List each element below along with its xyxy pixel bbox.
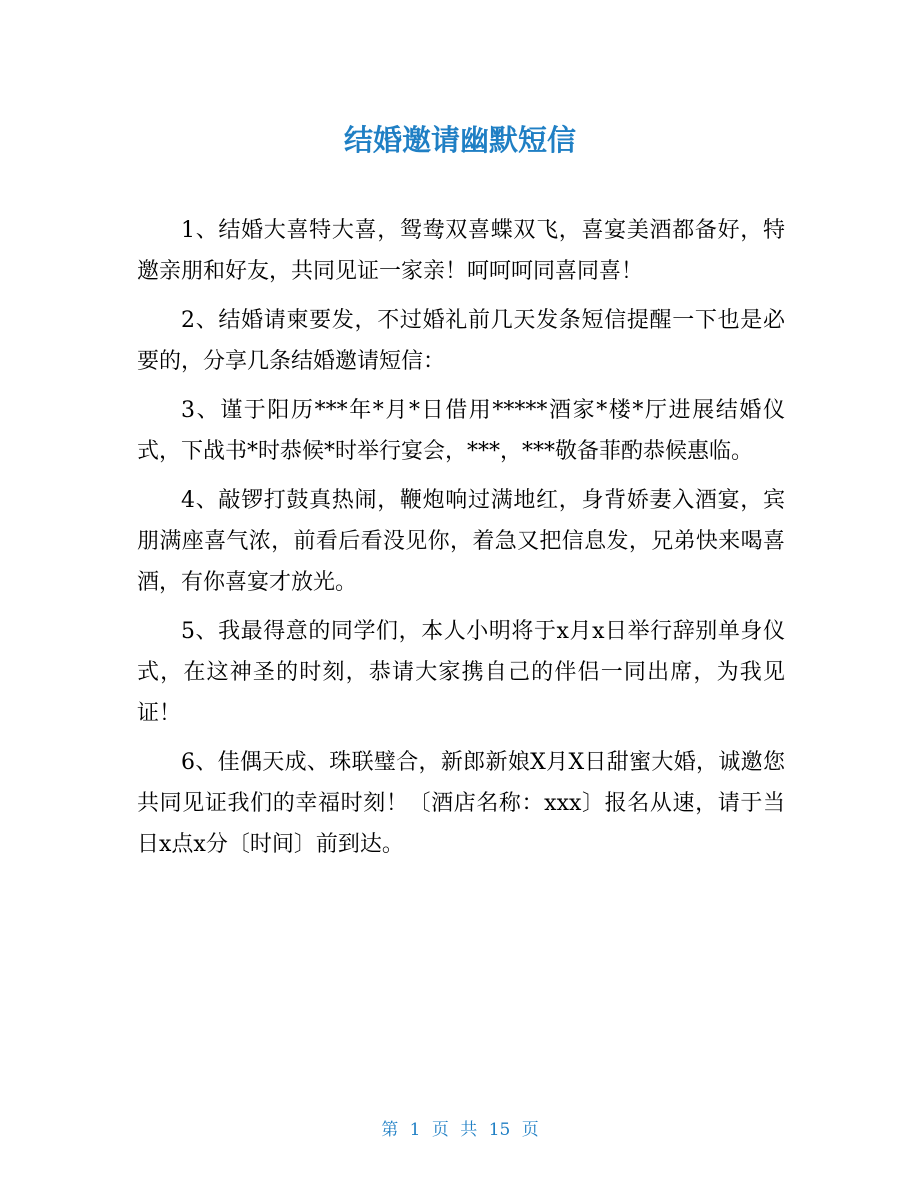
document-body — [137, 210, 785, 873]
page-word: 页 — [431, 1120, 449, 1140]
page-suffix: 页 — [521, 1120, 539, 1140]
paragraph-6: 6、佳偶天成、珠联璧合，新郎新娘X月X日甜蜜大婚，诚邀您共同见证我们的幸福时刻！〔酒店名称：xxx〕报名从速，请于当日x点x分〔时间〕前到达。 — [137, 750, 785, 857]
paragraph-1: 1、结婚大喜特大喜，鸳鸯双喜蝶双飞，喜宴美酒都备好，特邀亲朋和好友，共同见证一家亲！呵呵呵同喜同喜！ — [137, 218, 785, 284]
current-page-number: 1 — [409, 1120, 421, 1140]
paragraph-2: 2、结婚请柬要发，不过婚礼前几天发条短信提醒一下也是必要的，分享几条结婚邀请短信： — [137, 308, 785, 374]
page-title: 结婚邀请幽默短信 — [343, 123, 576, 157]
page-prefix: 第 — [381, 1120, 399, 1140]
paragraph-5: 5、我最得意的同学们，本人小明将于x月x日举行辞别单身仪式，在这神圣的时刻，恭请大家携自己的伴侣一同出席，为我见证！ — [137, 619, 785, 726]
page-footer — [0, 1115, 920, 1140]
paragraph-3: 3、谨于阳历***年*月*日借用*****酒家*楼*厅进展结婚仪式，下战书*时恭候*时举行宴会，***，***敬备菲酌恭候惠临。 — [137, 398, 785, 464]
total-prefix: 共 — [460, 1120, 478, 1140]
paragraph-4: 4、敲锣打鼓真热闹，鞭炮响过满地红，身背娇妻入酒宴，宾朋满座喜气浓，前看后看没见你，着急又把信息发，兄弟快来喝喜酒，有你喜宴才放光。 — [137, 488, 785, 595]
total-page-count: 15 — [488, 1120, 511, 1140]
